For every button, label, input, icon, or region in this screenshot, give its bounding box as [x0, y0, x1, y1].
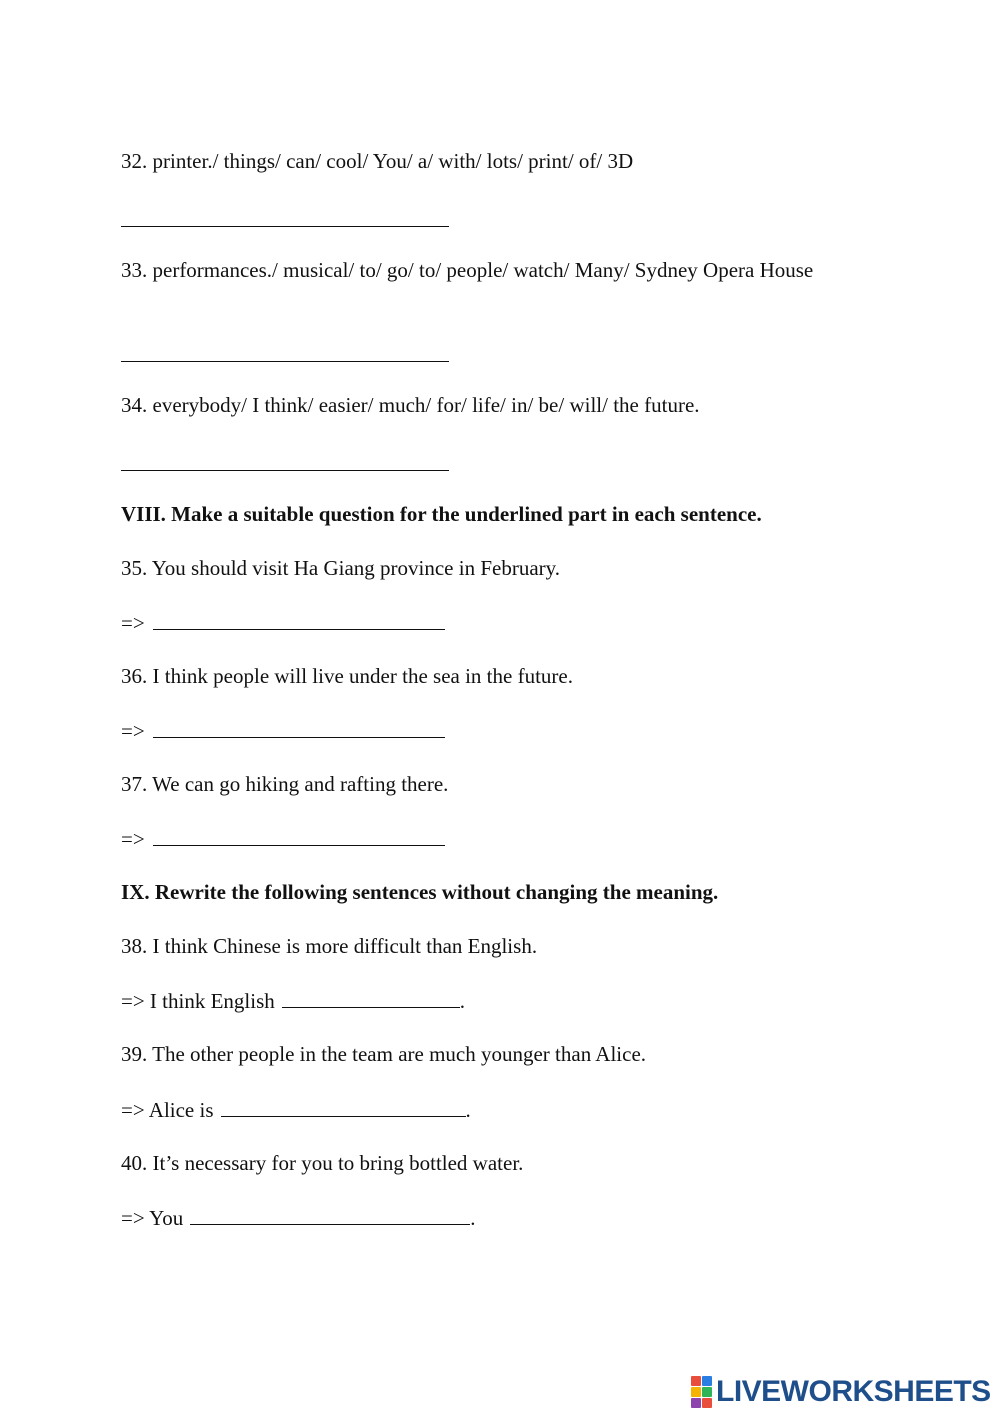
- answer-line-32[interactable]: [121, 206, 449, 234]
- answer-line-40[interactable]: [121, 1204, 475, 1232]
- answer-period: .: [465, 1098, 471, 1122]
- question-32: 32. printer./ things/ can/ cool/ You/ a/ with/ lots/ print/ of/ 3D: [121, 149, 634, 173]
- question-37: 37. We can go hiking and rafting there.: [121, 772, 449, 796]
- answer-arrow: =>: [121, 611, 145, 635]
- question-35: 35. You should visit Ha Giang province in February.: [121, 556, 561, 580]
- liveworksheets-logo: [691, 1372, 991, 1412]
- question-33: 33. performances./ musical/ to/ go/ to/ people/ watch/ Many/ Sydney Opera House: [121, 258, 814, 282]
- answer-prefix: => Alice is: [121, 1098, 214, 1122]
- answer-line-35[interactable]: [121, 609, 445, 637]
- answer-prefix: => You: [121, 1206, 184, 1230]
- answer-line-36[interactable]: [121, 717, 445, 745]
- answer-line-39[interactable]: [121, 1096, 471, 1124]
- answer-line-34[interactable]: [121, 450, 449, 478]
- answer-period: .: [459, 989, 466, 1013]
- logo-tiles-icon: [691, 1376, 712, 1408]
- section-heading-ix: IX. Rewrite the following sentences without changing the meaning.: [121, 880, 719, 904]
- question-34: 34. everybody/ I think/ easier/ much/ for/ life/ in/ be/ will/ the future.: [121, 393, 700, 417]
- answer-line-37[interactable]: [121, 825, 445, 853]
- answer-period: .: [470, 1206, 476, 1230]
- question-40: 40. It’s necessary for you to bring bottled water.: [121, 1151, 524, 1175]
- answer-prefix: => I think English: [121, 989, 275, 1013]
- section-heading-viii: VIII. Make a suitable question for the underlined part in each sentence.: [121, 502, 762, 526]
- answer-line-38[interactable]: [121, 987, 465, 1015]
- answer-arrow: =>: [121, 719, 145, 743]
- question-38: 38. I think Chinese is more difficult than English.: [121, 934, 538, 958]
- answer-line-33[interactable]: [121, 341, 449, 369]
- logo-text: LIVEWORKSHEETS: [716, 1375, 991, 1408]
- question-36: 36. I think people will live under the sea in the future.: [121, 664, 573, 688]
- question-39: 39. The other people in the team are much younger than Alice.: [121, 1042, 647, 1066]
- answer-arrow: =>: [121, 827, 145, 851]
